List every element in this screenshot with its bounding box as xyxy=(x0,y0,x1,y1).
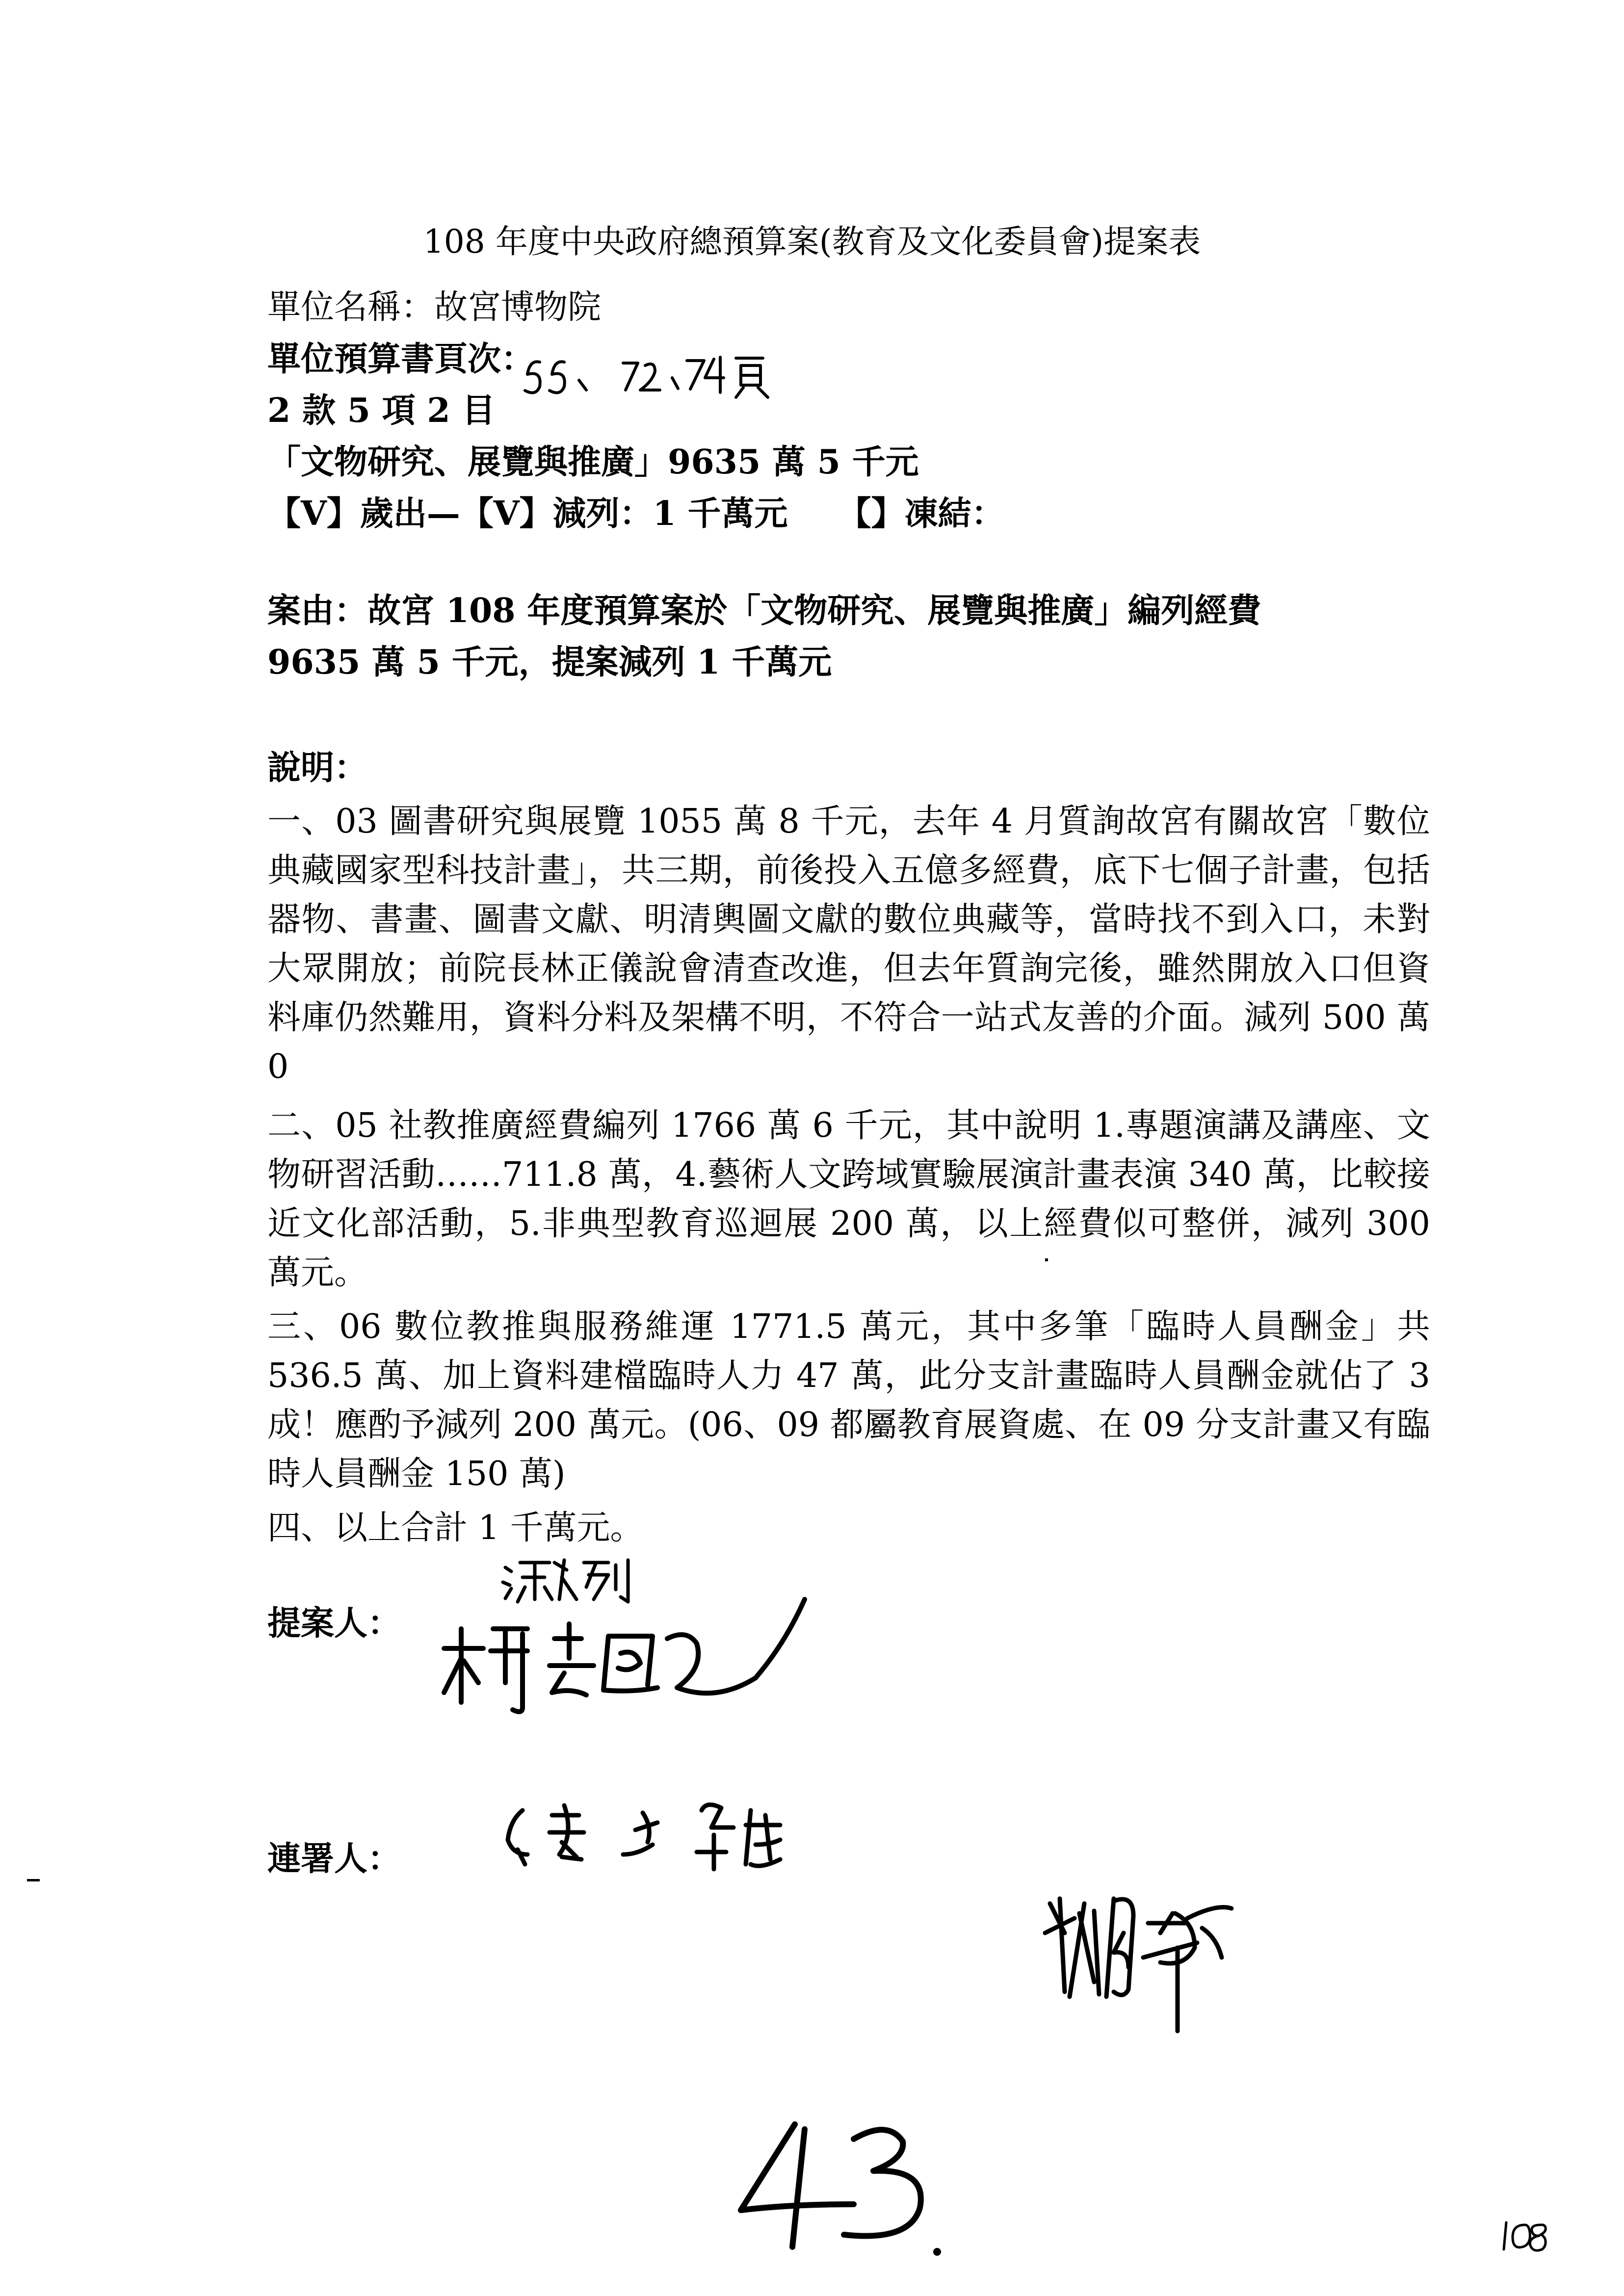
reason-line-1: 案由：故宮 108 年度預算案於「文物研究、展覽與推廣」編列經費 xyxy=(267,591,1261,630)
proposer-insert-handwriting xyxy=(503,1560,628,1602)
explanation-label: 說明： xyxy=(267,748,368,787)
budget-item: 「文物研究、展覽與推廣」9635 萬 5 千元 xyxy=(267,443,919,482)
document-title: 108 年度中央政府總預算案(教育及文化委員會)提案表 xyxy=(423,223,1201,261)
page-reference-printed: 單位預算書頁次： xyxy=(267,339,535,379)
cosigner-signature-1 xyxy=(508,1805,780,1869)
cosigner-label: 連署人： xyxy=(267,1839,401,1879)
handwritten-page-numbers xyxy=(525,357,768,397)
explanation-item-1: 一、03 圖書研究與展覽 1055 萬 8 千元，去年 4 月質詢故宮有關故宮「數位典藏國家型科技計畫」，共三期，前後投入五億多經費，底下七個子計畫，包括器物、書畫、圖書文獻、明清輿圖文獻的數位典藏等，當時找不到入口，未對大眾開放；前院長林正儀說會清查改進，但去年質詢完後，雖然開放入口但資料庫仍然難用，資料分料及架構不明，不符合一站式友善的介面。減列 500 萬 0 xyxy=(267,802,1430,1086)
corner-page-number xyxy=(1504,2222,1545,2250)
explanation-item-4: 四、以上合計 1 千萬元。 xyxy=(267,1509,644,1547)
action-line: 【V】歲出—【V】減列：1 千萬元 【】凍結： xyxy=(267,494,1005,533)
item-code: 2 款 5 項 2 目 xyxy=(267,391,496,430)
explanation-item-2: 二、05 社教推廣經費編列 1766 萬 6 千元，其中說明 1.專題演講及講座、文物研習活動……711.8 萬，4.藝術人文跨域實驗展演計畫表演 340 萬，比較接近文化部活動，5.非典型教育巡迴展 200 萬，以上經費似可整併，減列 300 萬元。 xyxy=(267,1106,1430,1292)
proposer-signature xyxy=(444,1599,805,1712)
scan-specks xyxy=(27,1258,1048,1881)
cosigner-signature-2 xyxy=(1045,1899,1231,2031)
reason-line-2: 9635 萬 5 千元，提案減列 1 千萬元 xyxy=(267,643,832,682)
handwritten-number xyxy=(741,2124,941,2256)
proposer-label: 提案人： xyxy=(267,1604,401,1643)
unit-name: 單位名稱：故宮博物院 xyxy=(267,288,602,327)
explanation-item-3: 三、06 數位教推與服務維運 1771.5 萬元，其中多筆「臨時人員酬金」共 536.5 萬、加上資料建檔臨時人力 47 萬，此分支計畫臨時人員酬金就佔了 3 成！應酌予減列 200 萬元。(06、09 都屬教育展資處、在 09 分支計畫又有臨時人員酬金 150 萬) xyxy=(267,1307,1430,1493)
